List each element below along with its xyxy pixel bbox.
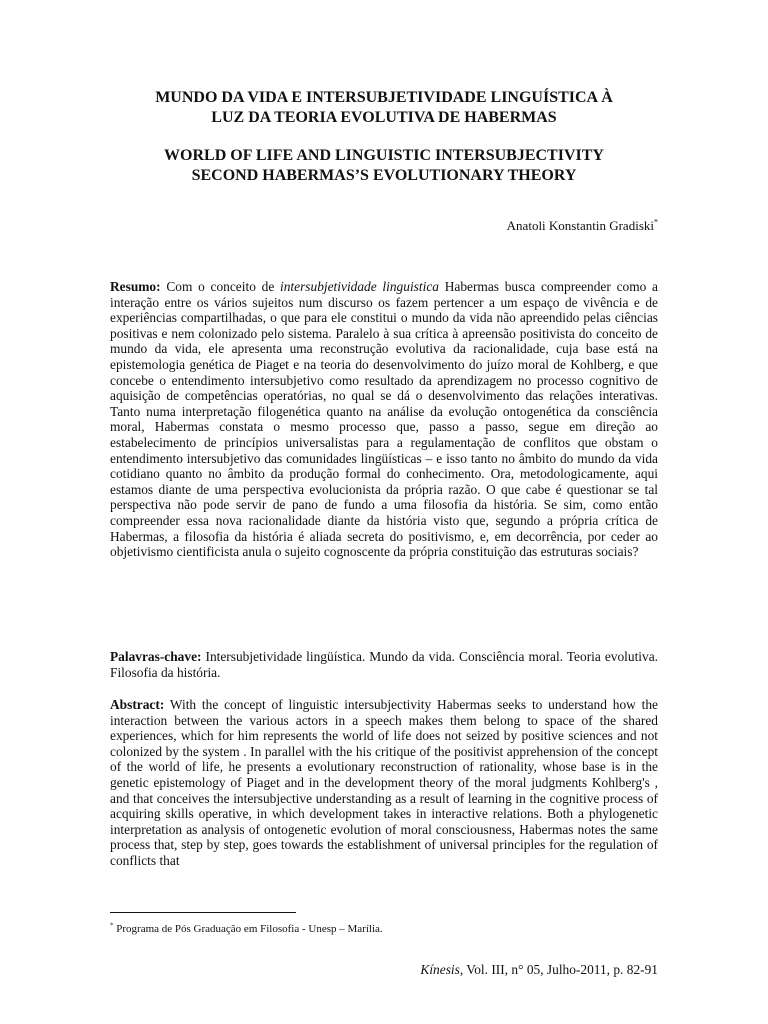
footnote-text: Programa de Pós Graduação em Filosofia - Unesp – Marília. [113,923,383,935]
footnote-mark: * [110,921,114,930]
abstract-paragraph [110,697,658,869]
abstract-label: Abstract: [110,697,165,712]
resumo-italic-term: intersubjetividade linguistica [280,279,439,294]
title-english-line-2: SECOND HABERMAS’S EVOLUTIONARY THEORY [191,167,577,184]
author-footnote-mark: * [654,217,658,227]
author-name: Anatoli Konstantin Gradiski [506,218,654,233]
keywords-text: Intersubjetividade lingüística. Mundo da vida. Consciência moral. Teoria evolutiva. Filosofia da história. [110,649,658,680]
footnote-divider [110,912,296,913]
title-portuguese-line-1: MUNDO DA VIDA E INTERSUBJETIVIDADE LINGUÍSTICA À [155,89,613,106]
resumo-label: Resumo: [110,279,161,294]
resumo-paragraph [110,279,658,560]
resumo-text-start: Com o conceito de [160,279,280,294]
journal-name: Kínesis [420,962,460,977]
abstract-text: With the concept of linguistic intersubjectivity Habermas seeks to understand how the interaction between the various actors in a speech makes them belong to space of the shared experiences, which for him represents the world of life does not seized by positive sciences and not colonized by the system . In parallel with the his critique of the positivist apprehension of the concept of the world of life, he presents a evolutionary reconstruction of rationality, whose base is in the genetic epistemology of Piaget and in the development theory of the moral judgments Kohlberg's , and that conceives the intersubjective understanding as a result of learning in the cognitive process of acquiring skills operative, in which development takes in interactive relations. Both a phylogenetic interpretation as analysis of ontogenetic evolution of moral consciousness, Habermas notes the same process that, step by step, goes towards the establishment of universal principles for the regulation of conflicts that [110,697,658,868]
keywords-label: Palavras-chave: [110,649,202,664]
title-english-line-1: WORLD OF LIFE AND LINGUISTIC INTERSUBJECTIVITY [164,147,604,164]
journal-details: , Vol. III, n° 05, Julho-2011, p. 82-91 [459,962,658,977]
author-byline [507,218,658,234]
title-portuguese [110,88,658,128]
journal-citation-footer [420,962,658,978]
title-portuguese-line-2: LUZ DA TEORIA EVOLUTIVA DE HABERMAS [211,109,557,126]
keywords-paragraph [110,649,658,680]
title-english [110,146,658,186]
resumo-text-body: Habermas busca compreender como a interação entre os vários sujeitos num discurso os fazem pertencer a um espaço de vivência e de experiências compartilhadas, o que para ele constitui o mundo da vida não apreendido pelas ciências positivas e nem colonizado pelo sistema. Paralelo à sua crítica à apreensão positivista do conceito de mundo da vida, ele apresenta uma reconstrução evolutiva da racionalidade, cuja base está na epistemologia genética de Piaget e na teoria do desenvolvimento do juízo moral de Kohlberg, e que concebe o entendimento intersubjetivo como resultado da aprendizagem no processo cognitivo de aquisição de competências operatórias, no qual se dá o desenvolvimento das relações interativas. Tanto numa interpretação filogenética quanto na análise da evolução ontogenética da consciência moral, Habermas constata o mesmo processo que, passo a passo, segue em direção ao estabelecimento de princípios universalistas para a regulamentação de conflitos que obstam o entendimento intersubjetivo das comunidades lingüísticas – e isso tanto no âmbito do mundo da vida cotidiano quanto no âmbito da produção formal do conhecimento. Ora, metodologicamente, aqui estamos diante de uma perspectiva evolucionista da própria razão. O que cabe é questionar se tal perspectiva não pode servir de pano de fundo a uma filosofia da história. Se sim, como então compreender essa nova racionalidade diante da história visto que, segundo a própria crítica de Habermas, a filosofia da história é aliada secreta do positivismo, e, em decorrência, por ceder ao objetivismo cientificista anula o sujeito cognoscente da própria constituição das estruturas sociais? [110,279,658,560]
footnote [110,922,383,936]
